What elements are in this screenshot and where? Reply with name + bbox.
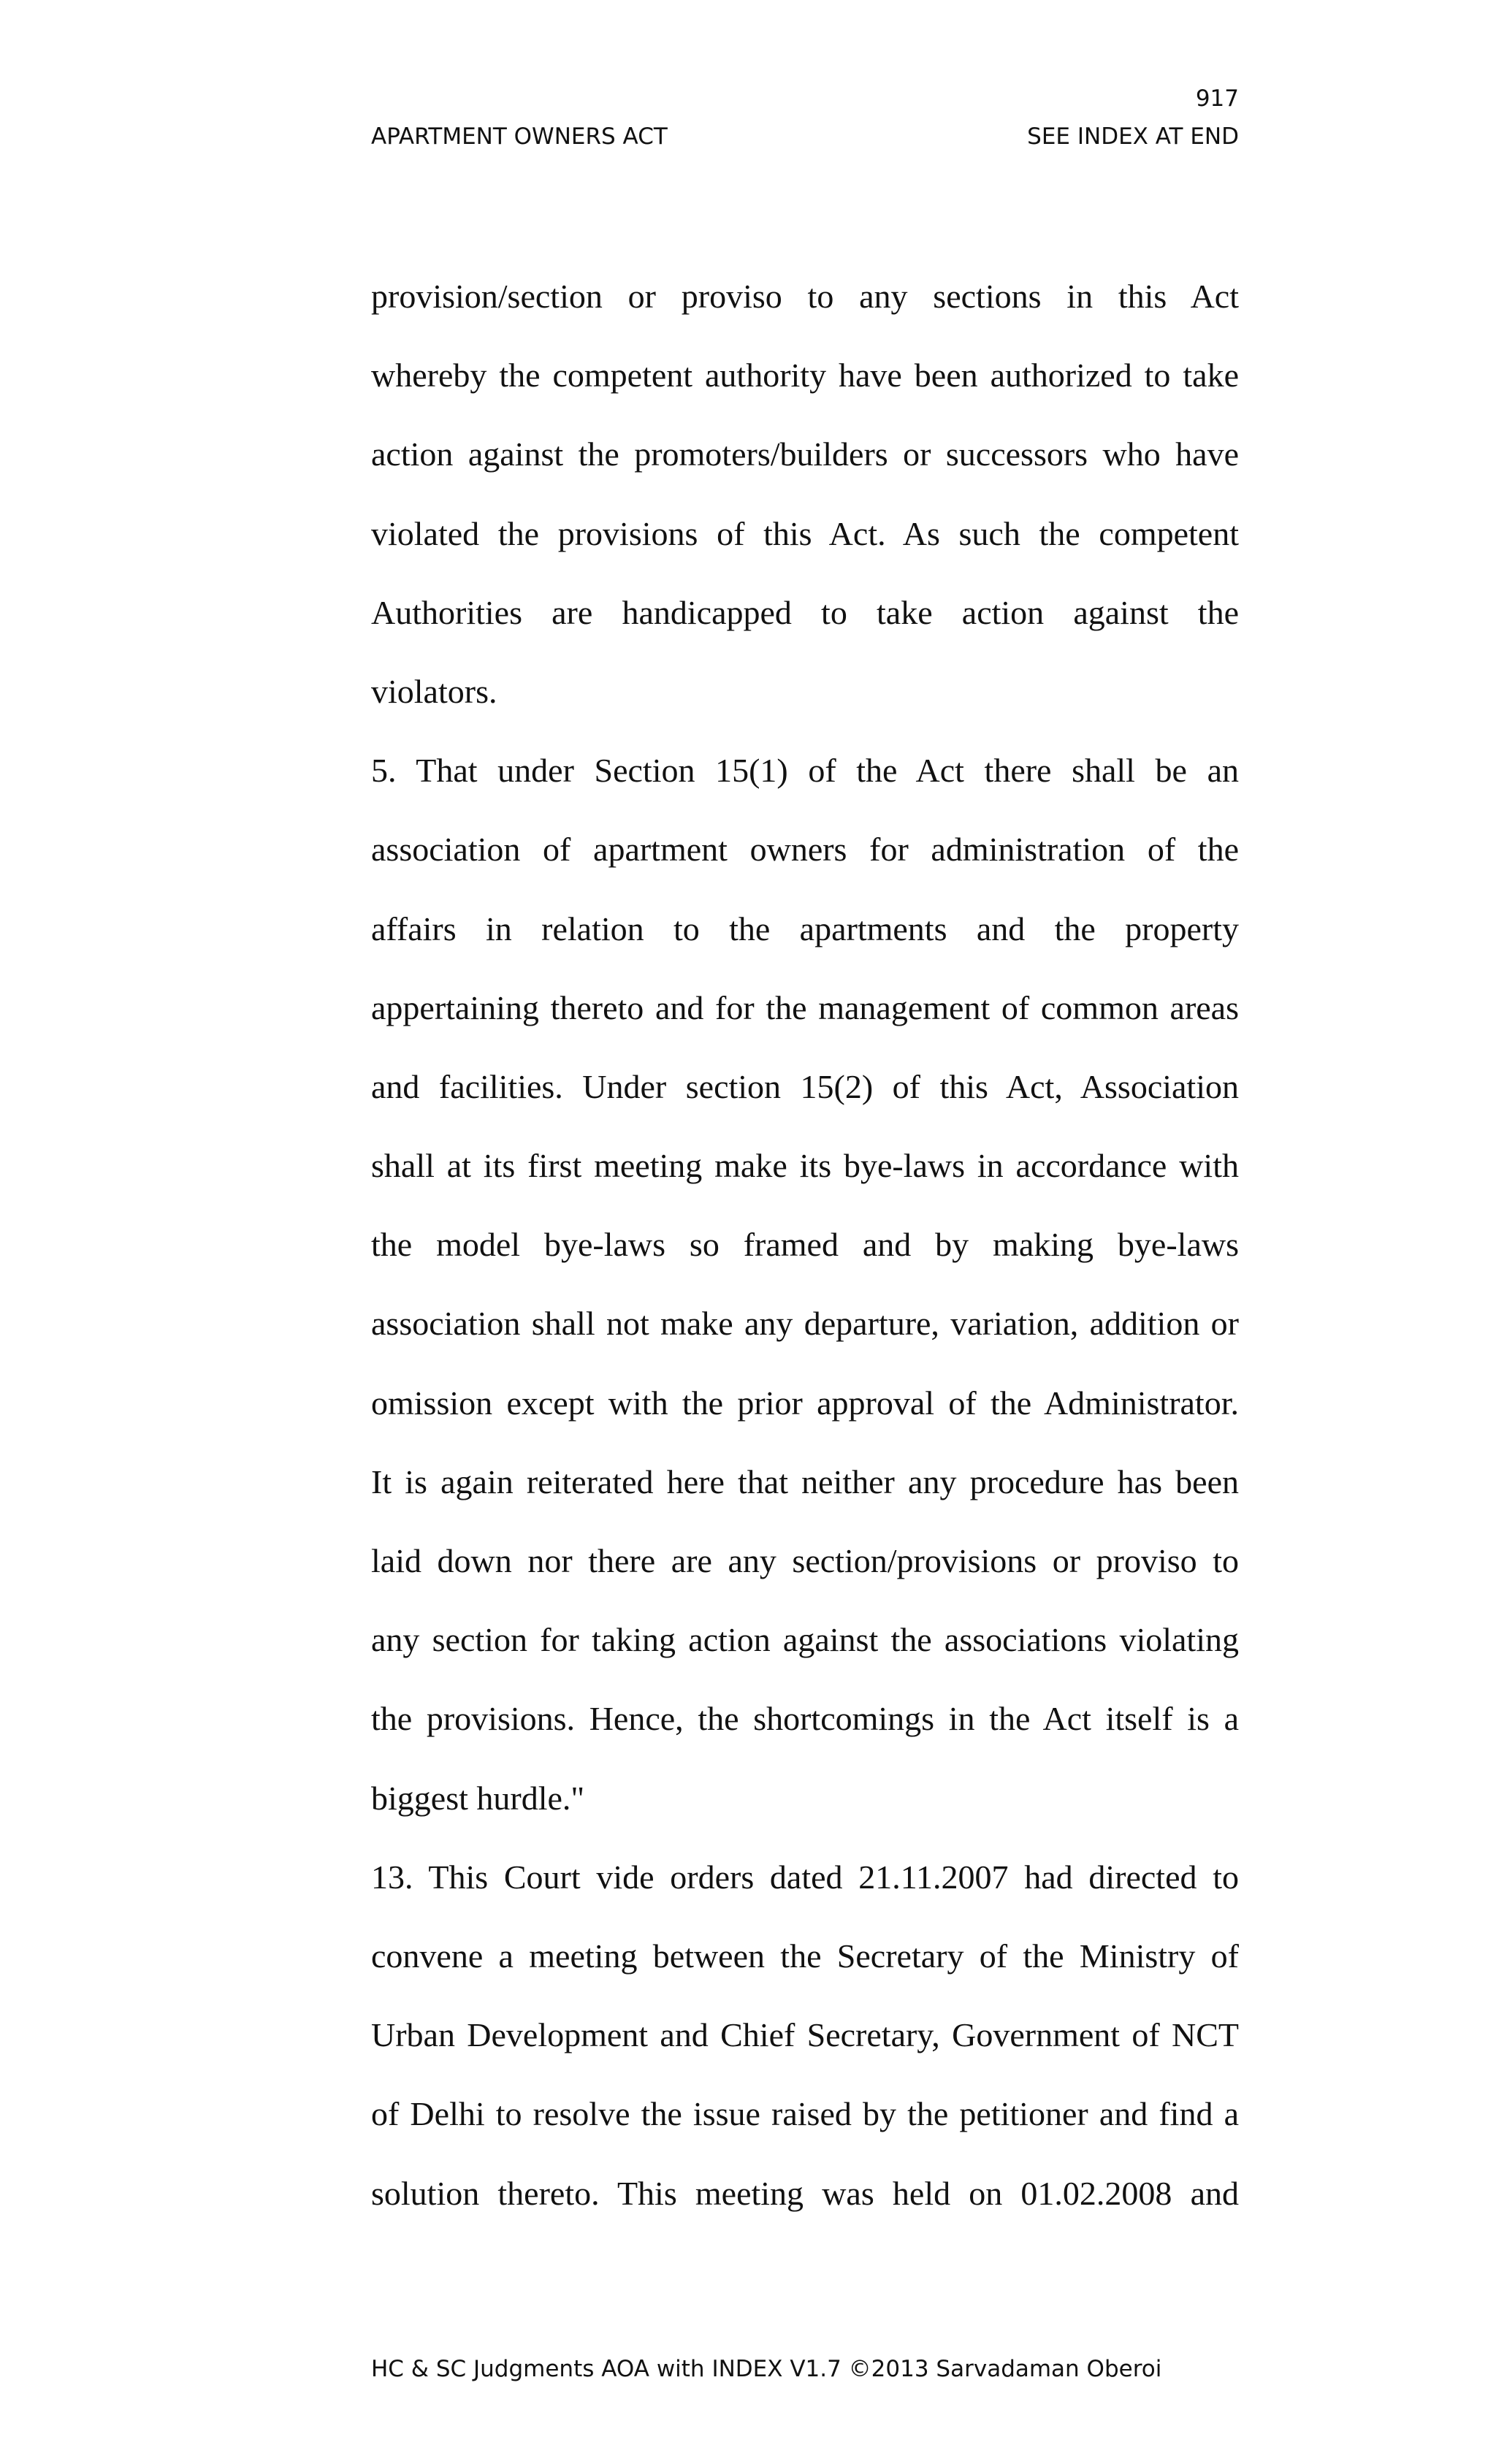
text-line: violated the provisions of this Act. As such the competent <box>371 514 1239 552</box>
text-line: whereby the competent authority have been authorized to take <box>371 356 1239 394</box>
header-title: APARTMENT OWNERS ACT <box>371 123 668 150</box>
text-line: association of apartment owners for administration of the <box>371 831 1239 869</box>
text-line: solution thereto. This meeting was held on 01.02.2008 and <box>371 2174 1239 2212</box>
text-line: association shall not make any departure, variation, addition or <box>371 1305 1239 1343</box>
text-line: affairs in relation to the apartments and the property <box>371 909 1239 947</box>
text-line: appertaining thereto and for the management of common areas <box>371 988 1239 1026</box>
text-line: action against the promoters/builders or successors who have <box>371 435 1239 473</box>
running-header <box>371 123 1239 150</box>
footer-copyright: HC & SC Judgments AOA with INDEX V1.7 ©2013 Sarvadaman Oberoi <box>371 2356 1162 2382</box>
text-line: any section for taking action against the associations violating <box>371 1621 1239 1659</box>
body-text <box>371 257 1239 2233</box>
text-line: biggest hurdle." <box>371 1779 585 1817</box>
text-line: 13. This Court vide orders dated 21.11.2007 had directed to <box>371 1858 1239 1896</box>
text-line: of Delhi to resolve the issue raised by the petitioner and find a <box>371 2095 1239 2133</box>
text-line: Authorities are handicapped to take action against the <box>371 593 1239 631</box>
text-line: provision/section or proviso to any sections in this Act <box>371 278 1239 315</box>
text-line: and facilities. Under section 15(2) of this Act, Association <box>371 1067 1239 1105</box>
text-line: omission except with the prior approval of the Administrator. <box>371 1384 1239 1422</box>
text-line: It is again reiterated here that neither any procedure has been <box>371 1462 1239 1500</box>
text-line: convene a meeting between the Secretary of the Ministry of <box>371 1937 1239 1975</box>
text-line: the model bye-laws so framed and by making bye-laws <box>371 1226 1239 1264</box>
header-index-note: SEE INDEX AT END <box>1027 123 1239 150</box>
text-line: laid down nor there are any section/provisions or proviso to <box>371 1542 1239 1579</box>
text-line: 5. That under Section 15(1) of the Act there shall be an <box>371 752 1239 790</box>
page-number: 917 <box>1195 85 1239 112</box>
text-line: shall at its first meeting make its bye-laws in accordance with <box>371 1147 1239 1185</box>
text-line: the provisions. Hence, the shortcomings in the Act itself is a <box>371 1700 1239 1738</box>
text-line: Urban Development and Chief Secretary, Government of NCT <box>371 2016 1239 2054</box>
text-line: violators. <box>371 672 497 710</box>
